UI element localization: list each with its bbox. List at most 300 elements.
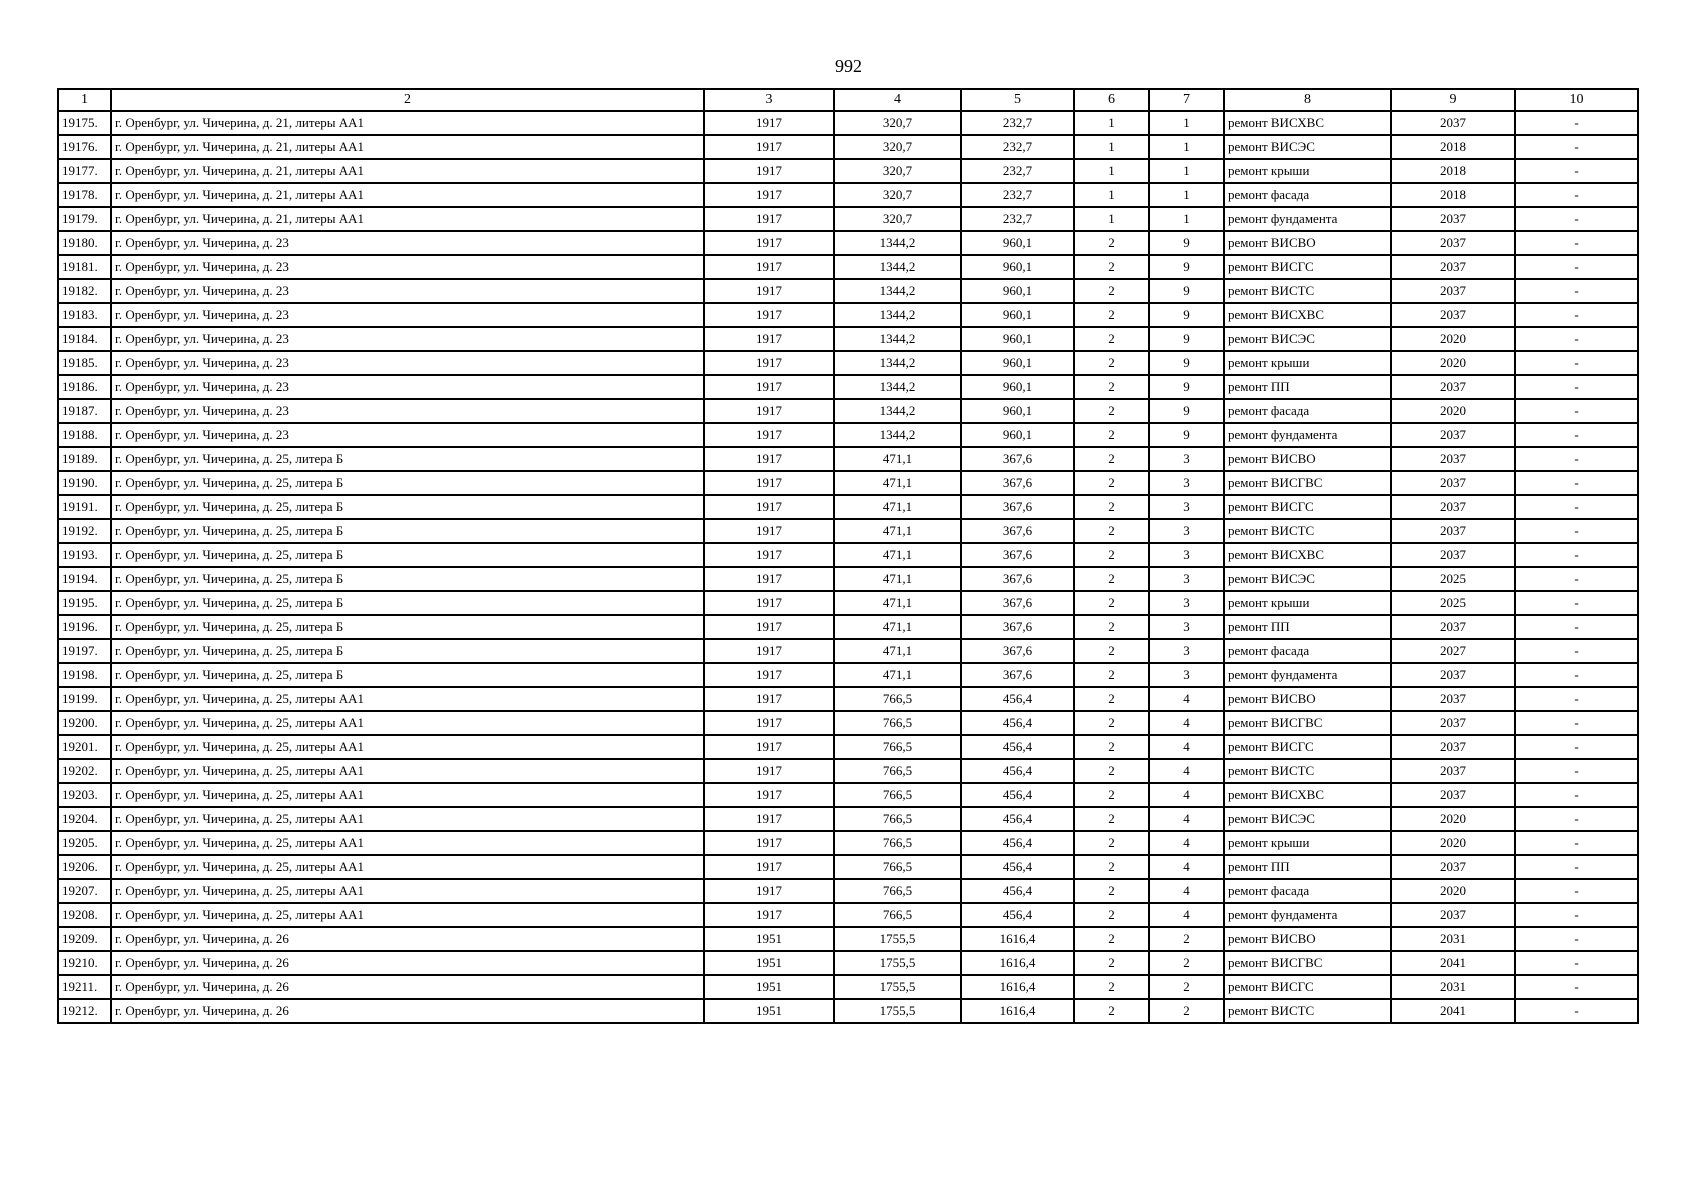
- work-type-cell: ремонт ВИСВО: [1224, 447, 1391, 471]
- col10-cell: -: [1515, 831, 1638, 855]
- living-area-cell: 367,6: [961, 663, 1074, 687]
- work-type-cell: ремонт ПП: [1224, 855, 1391, 879]
- year-cell: 1917: [704, 543, 834, 567]
- plan-year-cell: 2037: [1391, 519, 1515, 543]
- header-col-total-area: 4: [834, 89, 961, 111]
- address-cell: г. Оренбург, ул. Чичерина, д. 23: [111, 375, 704, 399]
- address-cell: г. Оренбург, ул. Чичерина, д. 25, литера Б: [111, 543, 704, 567]
- work-type-cell: ремонт фасада: [1224, 183, 1391, 207]
- address-cell: г. Оренбург, ул. Чичерина, д. 26: [111, 999, 704, 1023]
- address-cell: г. Оренбург, ул. Чичерина, д. 25, литеры АА1: [111, 711, 704, 735]
- table-row: [58, 399, 1638, 423]
- col7-cell: 2: [1149, 951, 1224, 975]
- address-cell: г. Оренбург, ул. Чичерина, д. 25, литера Б: [111, 471, 704, 495]
- register-table: [57, 88, 1639, 1024]
- total-area-cell: 471,1: [834, 471, 961, 495]
- col6-cell: 2: [1074, 279, 1149, 303]
- table-row: [58, 927, 1638, 951]
- year-cell: 1917: [704, 471, 834, 495]
- table-row: [58, 327, 1638, 351]
- row-number: 19190.: [58, 471, 111, 495]
- living-area-cell: 960,1: [961, 399, 1074, 423]
- year-cell: 1917: [704, 231, 834, 255]
- col7-cell: 9: [1149, 327, 1224, 351]
- plan-year-cell: 2037: [1391, 543, 1515, 567]
- total-area-cell: 1755,5: [834, 999, 961, 1023]
- address-cell: г. Оренбург, ул. Чичерина, д. 25, литера Б: [111, 447, 704, 471]
- table-row: [58, 111, 1638, 135]
- address-cell: г. Оренбург, ул. Чичерина, д. 23: [111, 231, 704, 255]
- plan-year-cell: 2037: [1391, 663, 1515, 687]
- total-area-cell: 1755,5: [834, 975, 961, 999]
- col7-cell: 2: [1149, 975, 1224, 999]
- living-area-cell: 367,6: [961, 615, 1074, 639]
- plan-year-cell: 2037: [1391, 471, 1515, 495]
- col7-cell: 9: [1149, 279, 1224, 303]
- col6-cell: 2: [1074, 855, 1149, 879]
- table-row: [58, 663, 1638, 687]
- address-cell: г. Оренбург, ул. Чичерина, д. 25, литеры АА1: [111, 807, 704, 831]
- col6-cell: 2: [1074, 975, 1149, 999]
- total-area-cell: 471,1: [834, 639, 961, 663]
- table-row: [58, 831, 1638, 855]
- col7-cell: 9: [1149, 255, 1224, 279]
- plan-year-cell: 2037: [1391, 111, 1515, 135]
- col10-cell: -: [1515, 855, 1638, 879]
- year-cell: 1951: [704, 999, 834, 1023]
- total-area-cell: 1344,2: [834, 279, 961, 303]
- col10-cell: -: [1515, 759, 1638, 783]
- col10-cell: -: [1515, 495, 1638, 519]
- living-area-cell: 1616,4: [961, 975, 1074, 999]
- living-area-cell: 456,4: [961, 903, 1074, 927]
- plan-year-cell: 2020: [1391, 399, 1515, 423]
- table-row: [58, 303, 1638, 327]
- living-area-cell: 232,7: [961, 183, 1074, 207]
- year-cell: 1917: [704, 159, 834, 183]
- row-number: 19181.: [58, 255, 111, 279]
- row-number: 19176.: [58, 135, 111, 159]
- table-row: [58, 255, 1638, 279]
- plan-year-cell: 2018: [1391, 159, 1515, 183]
- total-area-cell: 471,1: [834, 591, 961, 615]
- col6-cell: 2: [1074, 543, 1149, 567]
- row-number: 19197.: [58, 639, 111, 663]
- row-number: 19188.: [58, 423, 111, 447]
- col10-cell: -: [1515, 663, 1638, 687]
- work-type-cell: ремонт ВИСХВС: [1224, 111, 1391, 135]
- year-cell: 1917: [704, 879, 834, 903]
- table-row: [58, 567, 1638, 591]
- living-area-cell: 456,4: [961, 783, 1074, 807]
- col7-cell: 9: [1149, 375, 1224, 399]
- plan-year-cell: 2037: [1391, 447, 1515, 471]
- plan-year-cell: 2018: [1391, 135, 1515, 159]
- plan-year-cell: 2031: [1391, 975, 1515, 999]
- row-number: 19196.: [58, 615, 111, 639]
- table-row: [58, 903, 1638, 927]
- col6-cell: 2: [1074, 471, 1149, 495]
- table-row: [58, 639, 1638, 663]
- col7-cell: 1: [1149, 111, 1224, 135]
- col10-cell: -: [1515, 351, 1638, 375]
- row-number: 19204.: [58, 807, 111, 831]
- total-area-cell: 1344,2: [834, 375, 961, 399]
- plan-year-cell: 2020: [1391, 879, 1515, 903]
- col7-cell: 9: [1149, 399, 1224, 423]
- living-area-cell: 456,4: [961, 879, 1074, 903]
- total-area-cell: 766,5: [834, 807, 961, 831]
- total-area-cell: 766,5: [834, 759, 961, 783]
- table-row: [58, 231, 1638, 255]
- address-cell: г. Оренбург, ул. Чичерина, д. 25, литеры АА1: [111, 879, 704, 903]
- plan-year-cell: 2037: [1391, 207, 1515, 231]
- col10-cell: -: [1515, 231, 1638, 255]
- row-number: 19189.: [58, 447, 111, 471]
- col6-cell: 1: [1074, 135, 1149, 159]
- row-number: 19191.: [58, 495, 111, 519]
- work-type-cell: ремонт ВИСТС: [1224, 279, 1391, 303]
- col6-cell: 2: [1074, 639, 1149, 663]
- year-cell: 1917: [704, 615, 834, 639]
- year-cell: 1917: [704, 255, 834, 279]
- table-row: [58, 855, 1638, 879]
- plan-year-cell: 2031: [1391, 927, 1515, 951]
- table-row: [58, 279, 1638, 303]
- living-area-cell: 960,1: [961, 375, 1074, 399]
- work-type-cell: ремонт ВИСТС: [1224, 999, 1391, 1023]
- table-row: [58, 351, 1638, 375]
- year-cell: 1951: [704, 951, 834, 975]
- col10-cell: -: [1515, 327, 1638, 351]
- table-row: [58, 495, 1638, 519]
- col6-cell: 2: [1074, 759, 1149, 783]
- year-cell: 1917: [704, 687, 834, 711]
- total-area-cell: 471,1: [834, 543, 961, 567]
- col6-cell: 2: [1074, 375, 1149, 399]
- plan-year-cell: 2020: [1391, 327, 1515, 351]
- year-cell: 1917: [704, 591, 834, 615]
- header-col-living-area: 5: [961, 89, 1074, 111]
- plan-year-cell: 2037: [1391, 759, 1515, 783]
- total-area-cell: 1755,5: [834, 951, 961, 975]
- col6-cell: 2: [1074, 663, 1149, 687]
- work-type-cell: ремонт ВИСТС: [1224, 759, 1391, 783]
- work-type-cell: ремонт ВИСВО: [1224, 687, 1391, 711]
- total-area-cell: 471,1: [834, 495, 961, 519]
- col6-cell: 2: [1074, 687, 1149, 711]
- col6-cell: 2: [1074, 351, 1149, 375]
- col10-cell: -: [1515, 999, 1638, 1023]
- total-area-cell: 766,5: [834, 903, 961, 927]
- col6-cell: 2: [1074, 303, 1149, 327]
- col10-cell: -: [1515, 447, 1638, 471]
- work-type-cell: ремонт ПП: [1224, 375, 1391, 399]
- year-cell: 1917: [704, 711, 834, 735]
- col10-cell: -: [1515, 951, 1638, 975]
- col6-cell: 2: [1074, 231, 1149, 255]
- row-number: 19209.: [58, 927, 111, 951]
- year-cell: 1917: [704, 495, 834, 519]
- col10-cell: -: [1515, 183, 1638, 207]
- table-row: [58, 135, 1638, 159]
- living-area-cell: 456,4: [961, 759, 1074, 783]
- col7-cell: 1: [1149, 183, 1224, 207]
- plan-year-cell: 2020: [1391, 807, 1515, 831]
- col7-cell: 4: [1149, 831, 1224, 855]
- total-area-cell: 1344,2: [834, 231, 961, 255]
- table-row: [58, 615, 1638, 639]
- table-body: [58, 111, 1638, 1023]
- address-cell: г. Оренбург, ул. Чичерина, д. 25, литеры АА1: [111, 831, 704, 855]
- work-type-cell: ремонт ВИСЭС: [1224, 567, 1391, 591]
- living-area-cell: 232,7: [961, 111, 1074, 135]
- col7-cell: 4: [1149, 759, 1224, 783]
- table-row: [58, 447, 1638, 471]
- living-area-cell: 456,4: [961, 831, 1074, 855]
- year-cell: 1917: [704, 735, 834, 759]
- year-cell: 1917: [704, 519, 834, 543]
- col7-cell: 1: [1149, 159, 1224, 183]
- row-number: 19182.: [58, 279, 111, 303]
- year-cell: 1917: [704, 303, 834, 327]
- col7-cell: 4: [1149, 903, 1224, 927]
- work-type-cell: ремонт ВИСВО: [1224, 927, 1391, 951]
- living-area-cell: 456,4: [961, 711, 1074, 735]
- col10-cell: -: [1515, 279, 1638, 303]
- col10-cell: -: [1515, 639, 1638, 663]
- row-number: 19177.: [58, 159, 111, 183]
- col6-cell: 2: [1074, 783, 1149, 807]
- plan-year-cell: 2041: [1391, 951, 1515, 975]
- row-number: 19195.: [58, 591, 111, 615]
- year-cell: 1917: [704, 567, 834, 591]
- address-cell: г. Оренбург, ул. Чичерина, д. 23: [111, 303, 704, 327]
- col6-cell: 2: [1074, 831, 1149, 855]
- living-area-cell: 456,4: [961, 807, 1074, 831]
- total-area-cell: 320,7: [834, 159, 961, 183]
- living-area-cell: 960,1: [961, 423, 1074, 447]
- living-area-cell: 367,6: [961, 519, 1074, 543]
- total-area-cell: 320,7: [834, 183, 961, 207]
- table-row: [58, 759, 1638, 783]
- year-cell: 1917: [704, 375, 834, 399]
- col7-cell: 4: [1149, 735, 1224, 759]
- row-number: 19194.: [58, 567, 111, 591]
- header-col-address: 2: [111, 89, 704, 111]
- header-col-plan-year: 9: [1391, 89, 1515, 111]
- plan-year-cell: 2025: [1391, 567, 1515, 591]
- living-area-cell: 367,6: [961, 639, 1074, 663]
- col6-cell: 2: [1074, 999, 1149, 1023]
- col6-cell: 1: [1074, 207, 1149, 231]
- header-col-number: 1: [58, 89, 111, 111]
- address-cell: г. Оренбург, ул. Чичерина, д. 25, литера Б: [111, 567, 704, 591]
- living-area-cell: 960,1: [961, 351, 1074, 375]
- row-number: 19212.: [58, 999, 111, 1023]
- work-type-cell: ремонт фундамента: [1224, 207, 1391, 231]
- plan-year-cell: 2037: [1391, 255, 1515, 279]
- col7-cell: 3: [1149, 495, 1224, 519]
- row-number: 19211.: [58, 975, 111, 999]
- address-cell: г. Оренбург, ул. Чичерина, д. 23: [111, 327, 704, 351]
- col6-cell: 2: [1074, 807, 1149, 831]
- plan-year-cell: 2037: [1391, 423, 1515, 447]
- work-type-cell: ремонт ВИСГВС: [1224, 951, 1391, 975]
- col7-cell: 4: [1149, 807, 1224, 831]
- col10-cell: -: [1515, 207, 1638, 231]
- year-cell: 1917: [704, 903, 834, 927]
- row-number: 19203.: [58, 783, 111, 807]
- header-col-10: 10: [1515, 89, 1638, 111]
- address-cell: г. Оренбург, ул. Чичерина, д. 21, литеры АА1: [111, 159, 704, 183]
- work-type-cell: ремонт крыши: [1224, 591, 1391, 615]
- col7-cell: 1: [1149, 135, 1224, 159]
- total-area-cell: 766,5: [834, 711, 961, 735]
- plan-year-cell: 2037: [1391, 855, 1515, 879]
- col6-cell: 2: [1074, 591, 1149, 615]
- header-col-year: 3: [704, 89, 834, 111]
- year-cell: 1917: [704, 783, 834, 807]
- row-number: 19205.: [58, 831, 111, 855]
- work-type-cell: ремонт фундамента: [1224, 423, 1391, 447]
- address-cell: г. Оренбург, ул. Чичерина, д. 26: [111, 975, 704, 999]
- col10-cell: -: [1515, 303, 1638, 327]
- year-cell: 1917: [704, 207, 834, 231]
- col6-cell: 2: [1074, 255, 1149, 279]
- work-type-cell: ремонт крыши: [1224, 351, 1391, 375]
- year-cell: 1917: [704, 639, 834, 663]
- table-row: [58, 207, 1638, 231]
- address-cell: г. Оренбург, ул. Чичерина, д. 21, литеры АА1: [111, 183, 704, 207]
- total-area-cell: 766,5: [834, 687, 961, 711]
- work-type-cell: ремонт ВИСХВС: [1224, 303, 1391, 327]
- plan-year-cell: 2037: [1391, 279, 1515, 303]
- plan-year-cell: 2037: [1391, 903, 1515, 927]
- col10-cell: -: [1515, 903, 1638, 927]
- row-number: 19186.: [58, 375, 111, 399]
- header-col-7: 7: [1149, 89, 1224, 111]
- row-number: 19179.: [58, 207, 111, 231]
- row-number: 19175.: [58, 111, 111, 135]
- total-area-cell: 471,1: [834, 519, 961, 543]
- table-row: [58, 999, 1638, 1023]
- col6-cell: 1: [1074, 111, 1149, 135]
- table-row: [58, 423, 1638, 447]
- col7-cell: 4: [1149, 711, 1224, 735]
- year-cell: 1917: [704, 447, 834, 471]
- row-number: 19210.: [58, 951, 111, 975]
- col6-cell: 2: [1074, 711, 1149, 735]
- col6-cell: 2: [1074, 567, 1149, 591]
- address-cell: г. Оренбург, ул. Чичерина, д. 25, литера Б: [111, 519, 704, 543]
- col6-cell: 2: [1074, 327, 1149, 351]
- work-type-cell: ремонт фундамента: [1224, 903, 1391, 927]
- work-type-cell: ремонт ВИСГВС: [1224, 711, 1391, 735]
- row-number: 19193.: [58, 543, 111, 567]
- address-cell: г. Оренбург, ул. Чичерина, д. 23: [111, 255, 704, 279]
- col7-cell: 4: [1149, 855, 1224, 879]
- col6-cell: 2: [1074, 615, 1149, 639]
- row-number: 19207.: [58, 879, 111, 903]
- year-cell: 1917: [704, 183, 834, 207]
- living-area-cell: 232,7: [961, 135, 1074, 159]
- work-type-cell: ремонт ВИСЭС: [1224, 327, 1391, 351]
- plan-year-cell: 2020: [1391, 831, 1515, 855]
- year-cell: 1917: [704, 327, 834, 351]
- plan-year-cell: 2037: [1391, 783, 1515, 807]
- plan-year-cell: 2041: [1391, 999, 1515, 1023]
- living-area-cell: 960,1: [961, 303, 1074, 327]
- plan-year-cell: 2037: [1391, 687, 1515, 711]
- table-row: [58, 879, 1638, 903]
- total-area-cell: 766,5: [834, 879, 961, 903]
- living-area-cell: 1616,4: [961, 951, 1074, 975]
- living-area-cell: 960,1: [961, 327, 1074, 351]
- year-cell: 1917: [704, 351, 834, 375]
- living-area-cell: 960,1: [961, 279, 1074, 303]
- address-cell: г. Оренбург, ул. Чичерина, д. 23: [111, 423, 704, 447]
- col10-cell: -: [1515, 423, 1638, 447]
- living-area-cell: 367,6: [961, 543, 1074, 567]
- col6-cell: 2: [1074, 735, 1149, 759]
- year-cell: 1917: [704, 663, 834, 687]
- address-cell: г. Оренбург, ул. Чичерина, д. 25, литера Б: [111, 615, 704, 639]
- work-type-cell: ремонт ВИСГС: [1224, 255, 1391, 279]
- work-type-cell: ремонт ВИСВО: [1224, 231, 1391, 255]
- col6-cell: 2: [1074, 447, 1149, 471]
- work-type-cell: ремонт ВИСГС: [1224, 495, 1391, 519]
- table-row: [58, 519, 1638, 543]
- plan-year-cell: 2037: [1391, 495, 1515, 519]
- address-cell: г. Оренбург, ул. Чичерина, д. 26: [111, 927, 704, 951]
- year-cell: 1917: [704, 279, 834, 303]
- address-cell: г. Оренбург, ул. Чичерина, д. 21, литеры АА1: [111, 207, 704, 231]
- year-cell: 1917: [704, 807, 834, 831]
- plan-year-cell: 2018: [1391, 183, 1515, 207]
- total-area-cell: 471,1: [834, 663, 961, 687]
- living-area-cell: 367,6: [961, 495, 1074, 519]
- address-cell: г. Оренбург, ул. Чичерина, д. 26: [111, 951, 704, 975]
- table-row: [58, 951, 1638, 975]
- total-area-cell: 766,5: [834, 735, 961, 759]
- address-cell: г. Оренбург, ул. Чичерина, д. 25, литера Б: [111, 495, 704, 519]
- table-row: [58, 975, 1638, 999]
- table-row: [58, 735, 1638, 759]
- living-area-cell: 367,6: [961, 447, 1074, 471]
- total-area-cell: 1344,2: [834, 399, 961, 423]
- col10-cell: -: [1515, 519, 1638, 543]
- col10-cell: -: [1515, 735, 1638, 759]
- total-area-cell: 1344,2: [834, 423, 961, 447]
- plan-year-cell: 2025: [1391, 591, 1515, 615]
- plan-year-cell: 2020: [1391, 351, 1515, 375]
- col6-cell: 2: [1074, 519, 1149, 543]
- work-type-cell: ремонт ПП: [1224, 615, 1391, 639]
- col10-cell: -: [1515, 711, 1638, 735]
- col7-cell: 4: [1149, 687, 1224, 711]
- address-cell: г. Оренбург, ул. Чичерина, д. 23: [111, 399, 704, 423]
- year-cell: 1917: [704, 759, 834, 783]
- living-area-cell: 456,4: [961, 735, 1074, 759]
- total-area-cell: 1344,2: [834, 255, 961, 279]
- row-number: 19206.: [58, 855, 111, 879]
- col7-cell: 3: [1149, 567, 1224, 591]
- work-type-cell: ремонт фасада: [1224, 399, 1391, 423]
- work-type-cell: ремонт ВИСГВС: [1224, 471, 1391, 495]
- work-type-cell: ремонт фасада: [1224, 639, 1391, 663]
- total-area-cell: 471,1: [834, 567, 961, 591]
